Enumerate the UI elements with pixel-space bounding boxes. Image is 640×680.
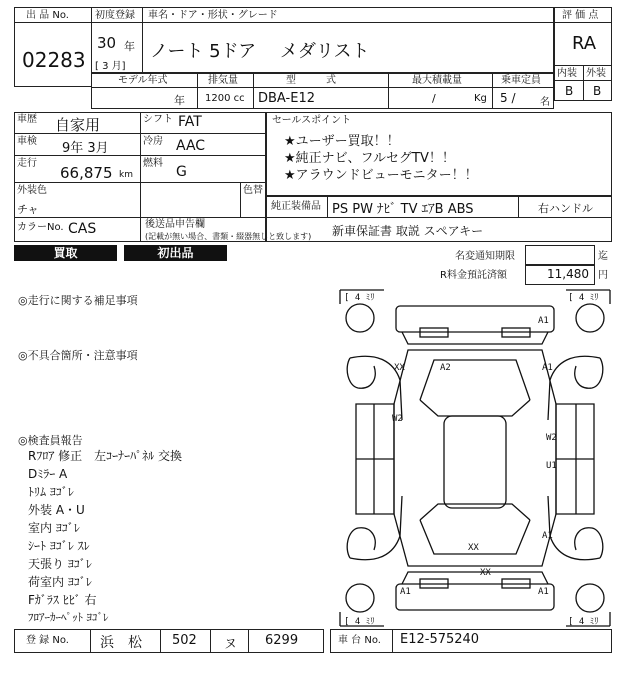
seating-capacity: 5 / <box>500 91 516 105</box>
overall-grade: RA <box>572 33 597 54</box>
inspector-line: 外装 A・U <box>28 503 85 517</box>
damage-mark-A1-rear-left: A1 <box>400 587 411 597</box>
fuel-label: 燃料 <box>143 158 163 169</box>
tire-depth-bl: [ 4 ﾐﾘ <box>344 617 375 627</box>
damage-mark-A1-front-right: A1 <box>542 363 553 373</box>
registration-region: 浜 松 <box>100 635 142 651</box>
inspector-line: 天張り ﾖｺﾞﾚ <box>28 557 92 571</box>
defects-remarks-title: ◎不具合箇所・注意事項 <box>18 349 138 362</box>
displacement-label: 排気量 <box>208 75 238 86</box>
exterior-grade: B <box>593 84 602 98</box>
damage-mark-A2: A2 <box>440 363 451 373</box>
inspection-value: 9年 3月 <box>62 141 109 156</box>
driving-remarks-title: ◎走行に関する補足事項 <box>18 294 138 307</box>
exterior-color-label: 外装色 <box>17 185 47 196</box>
sales-points-title: セールスポイント <box>272 115 352 126</box>
max-load-unit: Kg <box>474 93 487 104</box>
tire-depth-tr: [ 4 ﾐﾘ <box>568 293 599 303</box>
car-name: ノート 5ドア メダリスト <box>150 41 370 62</box>
interior-grade-label: 内装 <box>557 68 577 79</box>
inspector-report-title: ◎検査員報告 <box>18 434 83 447</box>
inspector-line: 荷室内 ﾖｺﾞﾚ <box>28 575 92 589</box>
damage-mark-W2-right: W2 <box>546 433 557 443</box>
damage-mark-A1-front: A1 <box>538 316 549 326</box>
registration-label: 登 録 No. <box>26 635 69 646</box>
inspector-line: 室内 ﾖｺﾞﾚ <box>28 521 80 535</box>
car-outline-diagram <box>338 288 612 628</box>
purchase-tag: 買取 <box>14 245 117 261</box>
first-listing-tag: 初出品 <box>124 245 227 261</box>
model-year-label: モデル年式 <box>118 75 168 86</box>
registration-number: 6299 <box>265 633 299 648</box>
damage-mark-U1: U1 <box>546 461 557 471</box>
grade-label: 評 価 点 <box>562 10 599 21</box>
lot-number-label: 出 品 No. <box>26 10 69 21</box>
vehicle-type: DBA-E12 <box>258 91 315 106</box>
damage-diagram <box>338 288 612 628</box>
max-load-label: 最大積載量 <box>412 75 462 86</box>
registration-month: [ 3 月] <box>95 61 126 72</box>
equipment-label: 純正装備品 <box>271 201 321 212</box>
tire-depth-br: [ 4 ﾐﾘ <box>568 617 599 627</box>
damage-mark-XX-front-left: XX <box>394 363 405 373</box>
type-label: 型 式 <box>286 75 336 86</box>
equipment-extras: 新車保証書 取説 スペアキー <box>332 224 484 238</box>
registration-class: 502 <box>172 633 197 648</box>
inspector-line: Rﾌﾛｱ 修正 左ｺｰﾅｰﾊﾟﾈﾙ 交換 <box>28 449 182 463</box>
name-change-deadline-field <box>525 245 595 265</box>
recycle-fee-label: R料金預託済額 <box>440 270 507 281</box>
chassis-number: E12-575240 <box>400 632 480 647</box>
name-change-deadline-unit: 迄 <box>598 251 608 262</box>
max-load-separator: / <box>432 92 436 105</box>
inspection-label: 車検 <box>17 136 37 147</box>
mileage-label: 走行 <box>17 158 37 169</box>
shift-label: シフト <box>143 114 173 125</box>
damage-mark-A1-rear-bumper: A1 <box>538 587 549 597</box>
registration-year: 30 <box>97 34 117 52</box>
history-label: 車歴 <box>17 114 37 125</box>
fuel-value: G <box>176 164 187 180</box>
displacement: 1200 cc <box>205 93 245 104</box>
inspector-line: ﾄﾘﾑ ﾖｺﾞﾚ <box>28 485 74 499</box>
model-year-unit: 年 <box>174 94 185 107</box>
capacity-unit: 名 <box>540 97 550 108</box>
drive-side: 右ハンドル <box>538 202 593 215</box>
lot-number: 02283 <box>22 48 86 72</box>
inspector-line: ｼｰﾄ ﾖｺﾞﾚ ｽﾚ <box>28 539 90 553</box>
name-change-deadline-label: 名変通知期限 <box>455 251 515 262</box>
recycle-fee-value: 11,480 <box>547 267 589 281</box>
damage-mark-XX-rear: XX <box>468 543 479 553</box>
registration-year-unit: 年 <box>124 40 135 53</box>
inspector-line: Fｶﾞﾗｽ ﾋﾋﾞ 右 <box>28 593 97 607</box>
shift-value: FAT <box>178 114 202 130</box>
sales-point: ★ユーザー買取！！ <box>284 134 400 149</box>
color-number-label: カラーNo. <box>17 222 64 233</box>
exterior-color: チャ <box>17 203 39 216</box>
mileage-unit: km <box>119 170 133 180</box>
ac-label: 冷房 <box>143 136 163 147</box>
interior-grade: B <box>565 84 574 98</box>
equipment-value: PS PW ﾅﾋﾞ TV ｴｱB ABS <box>332 202 474 217</box>
mileage-value: 66,875 <box>60 164 113 182</box>
documents-note: (記載が無い場合、書類・綴器無しと致します) <box>145 232 312 241</box>
first-registration-label: 初度登録 <box>95 10 135 21</box>
tire-depth-tl: [ 4 ﾐﾘ <box>344 293 375 303</box>
inspector-line: Dﾐﾗｰ A <box>28 467 68 481</box>
damage-mark-A1-rear-right: A1 <box>542 531 553 541</box>
capacity-label: 乗車定員 <box>501 75 541 86</box>
ac-value: AAC <box>176 138 206 154</box>
recolor-label: 色替 <box>243 185 263 196</box>
history-value: 自家用 <box>55 116 101 134</box>
sales-point: ★純正ナビ、フルセグTV！！ <box>284 151 455 166</box>
exterior-grade-label: 外装 <box>586 68 606 79</box>
damage-mark-W2-left: W2 <box>392 414 403 424</box>
documents-label: 後送品申告欄 <box>145 219 205 230</box>
recycle-fee-unit: 円 <box>598 270 608 281</box>
sales-point: ★アラウンドビューモニター！！ <box>284 168 478 183</box>
car-name-label: 車名・ドア・形状・グレード <box>148 10 278 21</box>
chassis-label: 車 台 No. <box>338 635 381 646</box>
inspector-line: ﾌﾛｱｰｶｰﾍﾟｯﾄ ﾖｺﾞﾚ <box>28 611 109 624</box>
color-number: CAS <box>68 221 97 237</box>
registration-kana: ヌ <box>224 637 238 652</box>
damage-mark-XX-bumper: XX <box>480 568 491 578</box>
